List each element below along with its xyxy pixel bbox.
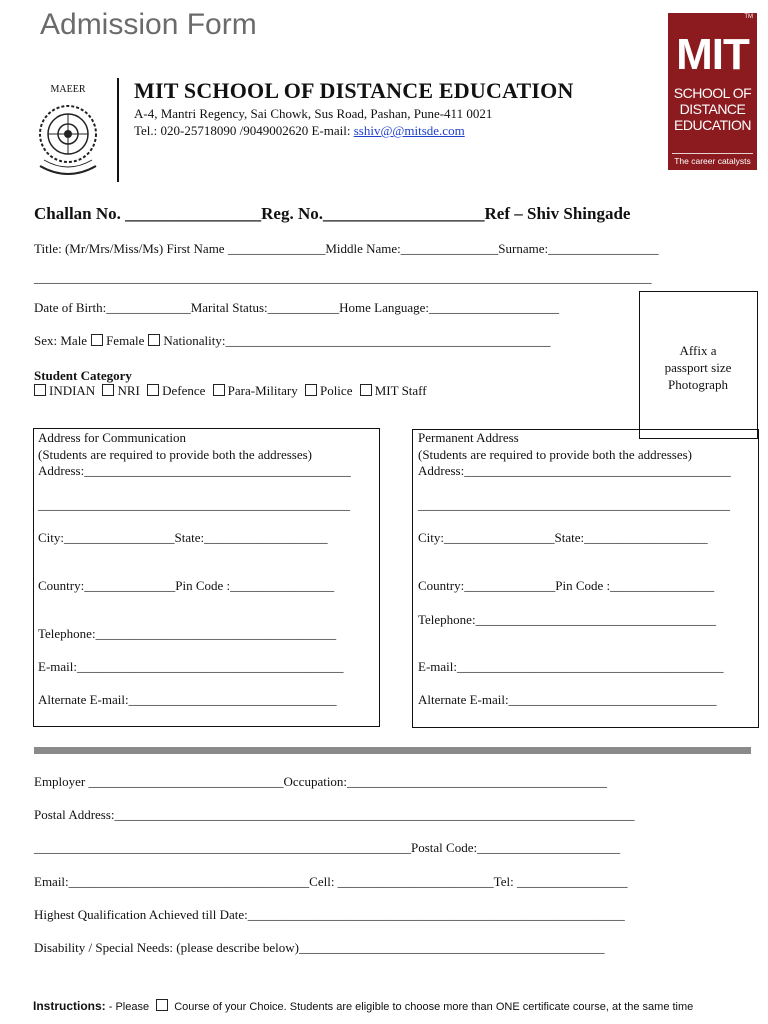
dob-line[interactable]: Date of Birth:_____________Marital Status:___________Home Language:____________________: [34, 300, 559, 315]
section-divider: [34, 747, 751, 754]
comm-city-state-field[interactable]: City:_________________State:___________________: [38, 530, 328, 545]
female-label: Female: [106, 333, 145, 348]
comm-heading: Address for Communication: [38, 430, 187, 445]
seal-label: MAEER: [50, 84, 86, 95]
maeer-seal-icon: [32, 84, 104, 184]
nationality-field[interactable]: Nationality:__________________________________________________: [163, 333, 551, 348]
comm-email-field[interactable]: E-mail:_________________________________________: [38, 659, 344, 674]
perm-address-field[interactable]: Address:_________________________________________: [418, 463, 731, 478]
header-divider: [117, 78, 119, 182]
mit-staff-checkbox[interactable]: [360, 384, 372, 396]
comm-alt-email-field[interactable]: Alternate E-mail:________________________________: [38, 692, 337, 707]
perm-note: (Students are required to provide both the addresses): [418, 447, 693, 462]
perm-telephone-field[interactable]: Telephone:_____________________________________: [418, 612, 717, 627]
comm-address-line2[interactable]: ________________________________________________: [38, 497, 350, 512]
logo-tm: TM: [744, 14, 753, 20]
school-tel: Tel.: 020-25718090 /9049002620 E-mail:: [134, 123, 354, 138]
qualification-line[interactable]: Highest Qualification Achieved till Date:__________________________________________________________: [34, 907, 625, 922]
indian-checkbox[interactable]: [34, 384, 46, 396]
sex-label: Sex: Male: [34, 333, 88, 348]
comm-note: (Students are required to provide both the addresses): [38, 447, 313, 462]
school-name: MIT SCHOOL OF DISTANCE EDUCATION: [134, 78, 574, 103]
category-police: Police: [319, 383, 353, 398]
school-contact: [134, 123, 465, 139]
category-para-military: Para-Military: [227, 383, 298, 398]
postal-code-line[interactable]: __________________________________________________________Postal Code:______________________: [34, 840, 621, 855]
instructions-text-before: - Please: [105, 1001, 153, 1013]
postal-address-line[interactable]: Postal Address:________________________________________________________________________________: [34, 807, 635, 822]
contact-line[interactable]: Email:_____________________________________Cell: ________________________Tel: _________________: [34, 874, 628, 889]
school-email-link[interactable]: sshiv@@mitsde.com: [353, 123, 465, 138]
photo-box-label: [640, 342, 756, 393]
logo-mit: MIT: [676, 30, 749, 79]
school-address: A-4, Mantri Regency, Sai Chowk, Sus Road, Pashan, Pune-411 0021: [134, 106, 493, 121]
logo-line3: EDUCATION: [674, 117, 751, 133]
photo-line2: passport size: [664, 360, 732, 375]
student-category-heading: Student Category: [34, 368, 132, 383]
perm-heading: Permanent Address: [418, 430, 519, 445]
logo-tagline: The career catalysts: [674, 156, 751, 166]
defence-checkbox[interactable]: [147, 384, 159, 396]
disability-line[interactable]: Disability / Special Needs: (please describe below)_______________________________________________: [34, 940, 605, 955]
name-line[interactable]: Title: (Mr/Mrs/Miss/Ms) First Name _______________Middle Name:_______________Surname:_________________: [34, 241, 659, 256]
perm-city-state-field[interactable]: City:_________________State:___________________: [418, 530, 708, 545]
nri-checkbox[interactable]: [102, 384, 114, 396]
perm-address-line2[interactable]: ________________________________________________: [418, 497, 730, 512]
comm-country-pin-field[interactable]: Country:______________Pin Code :________________: [38, 578, 335, 593]
sex-nationality-line: [34, 333, 550, 349]
perm-alt-email-field[interactable]: Alternate E-mail:________________________________: [418, 692, 717, 707]
category-defence: Defence: [162, 383, 206, 398]
female-checkbox[interactable]: [148, 334, 160, 346]
course-checkbox[interactable]: [156, 999, 168, 1011]
logo-line1: SCHOOL OF: [673, 85, 752, 101]
instructions-text-after: Course of your Choice. Students are eligible to choose more than ONE certificate course, at the same time: [171, 1001, 694, 1013]
name-continuation-line[interactable]: _______________________________________________________________________________________________: [34, 270, 652, 285]
page-title: Admission Form: [40, 8, 257, 41]
instructions-label: Instructions:: [33, 999, 106, 1013]
perm-email-field[interactable]: E-mail:_________________________________________: [418, 659, 724, 674]
perm-country-pin-field[interactable]: Country:______________Pin Code :________________: [418, 578, 715, 593]
logo-rule: [672, 153, 753, 154]
logo-subtitle: [670, 85, 755, 133]
instructions: [33, 999, 693, 1013]
category-nri: NRI: [117, 383, 140, 398]
challan-reg-line: Challan No. ________________Reg. No.___________________Ref – Shiv Shingade: [34, 204, 631, 223]
male-checkbox[interactable]: [91, 334, 103, 346]
category-indian: INDIAN: [49, 383, 96, 398]
comm-telephone-field[interactable]: Telephone:_____________________________________: [38, 626, 337, 641]
comm-address-field[interactable]: Address:_________________________________________: [38, 463, 351, 478]
photo-line1: Affix a: [679, 343, 717, 358]
mit-logo: [668, 13, 757, 170]
police-checkbox[interactable]: [305, 384, 317, 396]
para-military-checkbox[interactable]: [213, 384, 225, 396]
employer-occupation-line[interactable]: Employer ______________________________Occupation:________________________________________: [34, 774, 608, 789]
category-mit-staff: MIT Staff: [374, 383, 427, 398]
student-category-options: [30, 383, 427, 399]
logo-line2: DISTANCE: [679, 101, 746, 117]
photo-line3: Photograph: [668, 377, 728, 392]
